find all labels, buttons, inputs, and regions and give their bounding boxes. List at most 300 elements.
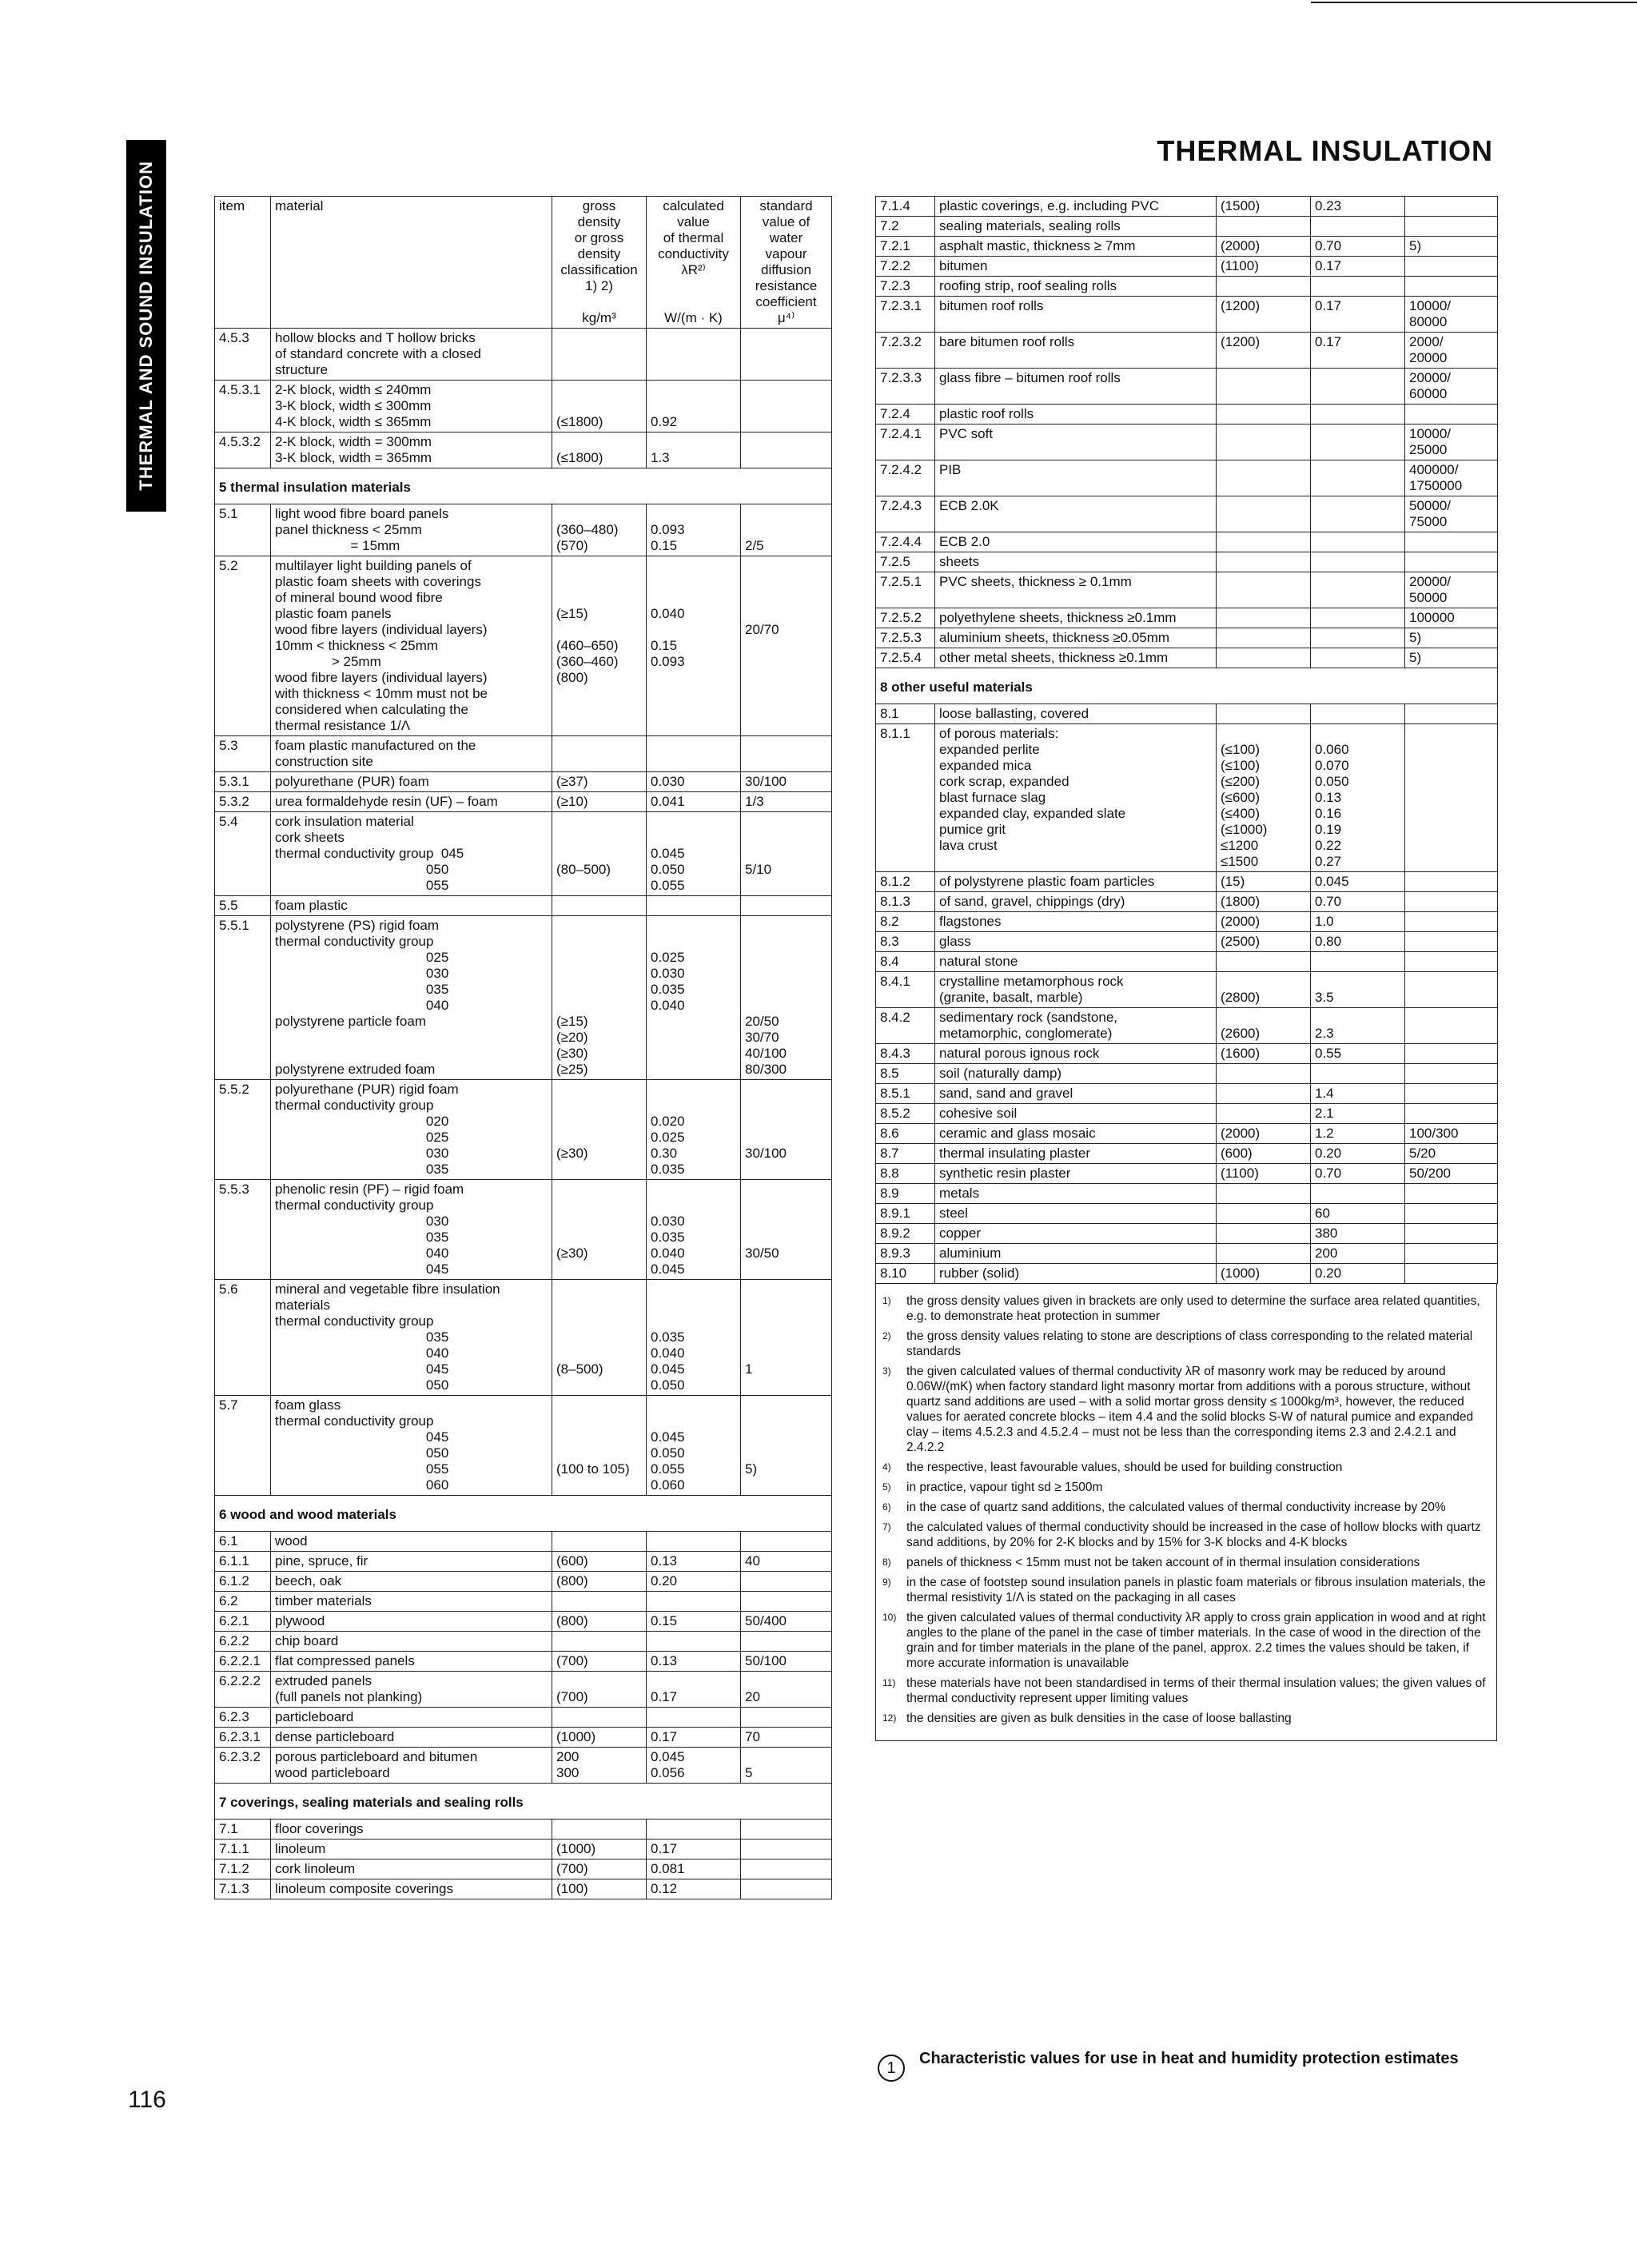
table-row: [876, 704, 1498, 724]
density-cell: (15): [1217, 872, 1311, 892]
conductivity-cell: 0.020 0.025 0.30 0.035: [647, 1080, 741, 1180]
conductivity-cell: 0.060 0.070 0.050 0.13 0.16 0.19 0.22 0.27: [1311, 724, 1405, 872]
footnote: [882, 1293, 1488, 1324]
density-cell: (≥15) (≥20) (≥30) (≥25): [552, 916, 647, 1080]
density-cell: [552, 1632, 647, 1652]
caption-text: Characteristic values for use in heat and humidity protection estimates: [919, 2050, 1459, 2067]
footnote-marker: 10): [882, 1612, 897, 1623]
vapour-cell: 1: [741, 1280, 832, 1396]
item-cell: 5.7: [215, 1396, 271, 1496]
density-cell: 200 300: [552, 1748, 647, 1784]
conductivity-cell: [1311, 532, 1405, 552]
vapour-cell: [1405, 892, 1498, 912]
material-cell: soil (naturally damp): [935, 1064, 1217, 1084]
material-cell: extruded panels (full panels not planking): [271, 1672, 552, 1708]
vapour-cell: [1405, 1264, 1498, 1284]
material-cell: dense particleboard: [271, 1728, 552, 1748]
vapour-cell: [741, 329, 832, 381]
vapour-cell: 20000/ 50000: [1405, 572, 1498, 608]
conductivity-cell: 0.041: [647, 792, 741, 812]
footnote-text: these materials have not been standardised in terms of their thermal insulation values; the given values of thermal conductivity represent upper limiting values: [906, 1676, 1486, 1705]
density-cell: (700): [552, 1672, 647, 1708]
table-row: [215, 896, 832, 916]
density-cell: (360–480) (570): [552, 504, 647, 556]
density-cell: (≤1800): [552, 381, 647, 432]
density-cell: (2800): [1217, 972, 1311, 1008]
conductivity-cell: 200: [1311, 1244, 1405, 1264]
density-cell: (2600): [1217, 1008, 1311, 1044]
item-cell: 6.1.2: [215, 1572, 271, 1592]
conductivity-cell: [1311, 628, 1405, 648]
footnote: [882, 1676, 1488, 1706]
item-cell: 5.5: [215, 896, 271, 916]
conductivity-cell: 0.17: [1311, 297, 1405, 333]
footnote: [882, 1460, 1488, 1475]
table-row: [215, 1652, 832, 1672]
conductivity-cell: 0.92: [647, 381, 741, 432]
table-row: [215, 1748, 832, 1784]
item-cell: 6.2.3: [215, 1708, 271, 1728]
conductivity-cell: 0.12: [647, 1879, 741, 1899]
vapour-cell: [1405, 952, 1498, 972]
section-heading-row: [876, 668, 1498, 704]
conductivity-cell: 0.045 0.056: [647, 1748, 741, 1784]
footnote-text: in the case of quartz sand additions, the calculated values of thermal conductivity increase by 20%: [906, 1501, 1446, 1514]
table-row: [876, 648, 1498, 668]
item-cell: 6.1: [215, 1532, 271, 1552]
conductivity-cell: [647, 1820, 741, 1840]
vapour-cell: 400000/ 1750000: [1405, 460, 1498, 496]
vapour-cell: 20/70: [741, 556, 832, 736]
material-cell: floor coverings: [271, 1820, 552, 1840]
density-cell: [552, 896, 647, 916]
conductivity-cell: 0.081: [647, 1859, 741, 1879]
conductivity-cell: [647, 1532, 741, 1552]
conductivity-cell: 0.13: [647, 1652, 741, 1672]
density-cell: [1217, 628, 1311, 648]
item-cell: 8.9.1: [876, 1204, 935, 1224]
conductivity-cell: [1311, 552, 1405, 572]
density-cell: [1217, 704, 1311, 724]
section-heading-row: [215, 1496, 832, 1532]
conductivity-cell: 0.80: [1311, 932, 1405, 952]
table-row: [876, 1204, 1498, 1224]
vapour-cell: [741, 381, 832, 432]
footnote-marker: 6): [882, 1501, 891, 1513]
density-cell: [1217, 552, 1311, 572]
vapour-cell: 5/10: [741, 812, 832, 896]
conductivity-cell: 0.70: [1311, 237, 1405, 257]
density-cell: [1217, 1224, 1311, 1244]
top-rule: [1311, 2, 1637, 3]
vapour-cell: [1405, 405, 1498, 425]
conductivity-cell: [1311, 460, 1405, 496]
material-cell: particleboard: [271, 1708, 552, 1728]
density-cell: (2000): [1217, 912, 1311, 932]
density-cell: [1217, 1244, 1311, 1264]
item-cell: 7.1.1: [215, 1840, 271, 1859]
footnote-text: the gross density values relating to stone are descriptions of class corresponding to the related material standards: [906, 1329, 1473, 1358]
conductivity-cell: 0.17: [1311, 333, 1405, 369]
table-row: [876, 872, 1498, 892]
density-cell: (80–500): [552, 812, 647, 896]
density-cell: (1000): [552, 1840, 647, 1859]
vapour-cell: [1405, 912, 1498, 932]
header-density: gross density or gross density classification 1) 2) kg/m³: [552, 197, 647, 329]
item-cell: 8.4.2: [876, 1008, 935, 1044]
item-cell: 8.9.3: [876, 1244, 935, 1264]
header-vapour: standard value of water vapour diffusion resistance coefficient μ⁴⁾: [741, 197, 832, 329]
right-materials-table: [875, 196, 1498, 1284]
vapour-cell: 70: [741, 1728, 832, 1748]
left-table-column: [214, 196, 831, 1899]
conductivity-cell: 0.20: [1311, 1144, 1405, 1164]
item-cell: 7.2.3.3: [876, 369, 935, 405]
table-row: [215, 1708, 832, 1728]
table-row: [876, 1264, 1498, 1284]
vapour-cell: 5): [1405, 628, 1498, 648]
table-row: [876, 1184, 1498, 1204]
vapour-cell: [741, 736, 832, 772]
conductivity-cell: [647, 736, 741, 772]
conductivity-cell: [1311, 217, 1405, 237]
item-cell: 5.2: [215, 556, 271, 736]
table-row: [876, 460, 1498, 496]
table-row: [876, 628, 1498, 648]
material-cell: synthetic resin plaster: [935, 1164, 1217, 1184]
table-row: [215, 772, 832, 792]
material-cell: of sand, gravel, chippings (dry): [935, 892, 1217, 912]
item-cell: 8.5: [876, 1064, 935, 1084]
table-row: [215, 1879, 832, 1899]
item-cell: 6.2.2.2: [215, 1672, 271, 1708]
table-row: [876, 297, 1498, 333]
material-cell: metals: [935, 1184, 1217, 1204]
density-cell: [1217, 532, 1311, 552]
table-row: [876, 912, 1498, 932]
footnote: [882, 1364, 1488, 1455]
footnote: [882, 1520, 1488, 1550]
conductivity-cell: [647, 1592, 741, 1612]
table-row: [876, 608, 1498, 628]
density-cell: [1217, 460, 1311, 496]
table-row: [876, 1164, 1498, 1184]
item-cell: 8.10: [876, 1264, 935, 1284]
item-cell: 7.2.5: [876, 552, 935, 572]
material-cell: other metal sheets, thickness ≥0.1mm: [935, 648, 1217, 668]
conductivity-cell: 0.045 0.050 0.055 0.060: [647, 1396, 741, 1496]
item-cell: 5.5.3: [215, 1180, 271, 1280]
density-cell: (≥30): [552, 1180, 647, 1280]
item-cell: 4.5.3: [215, 329, 271, 381]
conductivity-cell: 0.70: [1311, 1164, 1405, 1184]
conductivity-cell: 0.20: [1311, 1264, 1405, 1284]
density-cell: [552, 1820, 647, 1840]
density-cell: (1200): [1217, 333, 1311, 369]
vapour-cell: [1405, 1104, 1498, 1124]
density-cell: (≤100) (≤100) (≤200) (≤600) (≤400) (≤1000) ≤1200 ≤1500: [1217, 724, 1311, 872]
material-cell: plywood: [271, 1612, 552, 1632]
table-row: [215, 1080, 832, 1180]
conductivity-cell: [1311, 496, 1405, 532]
material-cell: mineral and vegetable fibre insulation materials thermal conductivity group 035 040 045 050: [271, 1280, 552, 1396]
conductivity-cell: [1311, 704, 1405, 724]
vapour-cell: 40: [741, 1552, 832, 1572]
vapour-cell: 10000/ 25000: [1405, 425, 1498, 460]
item-cell: 6.2.3.1: [215, 1728, 271, 1748]
vapour-cell: [741, 1859, 832, 1879]
material-cell: ECB 2.0K: [935, 496, 1217, 532]
vapour-cell: 30/50: [741, 1180, 832, 1280]
density-cell: (1100): [1217, 257, 1311, 277]
table-row: [215, 812, 832, 896]
table-row: [215, 1552, 832, 1572]
density-cell: (700): [552, 1652, 647, 1672]
material-cell: natural porous ignous rock: [935, 1044, 1217, 1064]
footnote-marker: 3): [882, 1365, 891, 1377]
vapour-cell: 50000/ 75000: [1405, 496, 1498, 532]
material-cell: cork insulation material cork sheets thermal conductivity group 045 050 055: [271, 812, 552, 896]
table-row: [876, 1044, 1498, 1064]
table-row: [215, 1859, 832, 1879]
material-cell: polystyrene (PS) rigid foam thermal conductivity group 025 030 035 040 polystyrene particle foam polystyrene extruded foam: [271, 916, 552, 1080]
vapour-cell: [1405, 872, 1498, 892]
density-cell: [1217, 405, 1311, 425]
density-cell: (1600): [1217, 1044, 1311, 1064]
material-cell: bitumen: [935, 257, 1217, 277]
density-cell: (800): [552, 1612, 647, 1632]
table-row: [876, 1064, 1498, 1084]
density-cell: [1217, 608, 1311, 628]
item-cell: 8.9: [876, 1184, 935, 1204]
material-cell: ceramic and glass mosaic: [935, 1124, 1217, 1144]
density-cell: (1200): [1217, 297, 1311, 333]
material-cell: wood: [271, 1532, 552, 1552]
density-cell: (700): [552, 1859, 647, 1879]
conductivity-cell: 2.1: [1311, 1104, 1405, 1124]
material-cell: pine, spruce, fir: [271, 1552, 552, 1572]
table-row: [876, 425, 1498, 460]
density-cell: (2000): [1217, 1124, 1311, 1144]
conductivity-cell: [647, 896, 741, 916]
conductivity-cell: 0.045 0.050 0.055: [647, 812, 741, 896]
vapour-cell: 30/100: [741, 772, 832, 792]
table-row: [876, 1104, 1498, 1124]
material-cell: bare bitumen roof rolls: [935, 333, 1217, 369]
vapour-cell: [741, 432, 832, 468]
vapour-cell: [1405, 1244, 1498, 1264]
item-cell: 7.2: [876, 217, 935, 237]
conductivity-cell: 0.030 0.035 0.040 0.045: [647, 1180, 741, 1280]
table-row: [215, 432, 832, 468]
material-cell: glass fibre – bitumen roof rolls: [935, 369, 1217, 405]
vapour-cell: [741, 1572, 832, 1592]
material-cell: aluminium sheets, thickness ≥0.05mm: [935, 628, 1217, 648]
density-cell: (600): [1217, 1144, 1311, 1164]
material-cell: urea formaldehyde resin (UF) – foam: [271, 792, 552, 812]
item-cell: 6.1.1: [215, 1552, 271, 1572]
table-row: [876, 1124, 1498, 1144]
conductivity-cell: [647, 329, 741, 381]
item-cell: 7.2.5.1: [876, 572, 935, 608]
conductivity-cell: [1311, 648, 1405, 668]
item-cell: 5.5.1: [215, 916, 271, 1080]
material-cell: linoleum: [271, 1840, 552, 1859]
vapour-cell: 10000/ 80000: [1405, 297, 1498, 333]
item-cell: 6.2.3.2: [215, 1748, 271, 1784]
table-row: [215, 1592, 832, 1612]
conductivity-cell: 1.2: [1311, 1124, 1405, 1144]
vapour-cell: 5: [741, 1748, 832, 1784]
page-title: THERMAL INSULATION: [1157, 134, 1493, 167]
table-row: [876, 952, 1498, 972]
table-row: [876, 405, 1498, 425]
item-cell: 5.3.1: [215, 772, 271, 792]
footnote-marker: 11): [882, 1677, 896, 1688]
vapour-cell: [1405, 277, 1498, 297]
conductivity-cell: 0.15: [647, 1612, 741, 1632]
item-cell: 5.4: [215, 812, 271, 896]
conductivity-cell: [1311, 405, 1405, 425]
density-cell: (1000): [552, 1728, 647, 1748]
item-cell: 5.1: [215, 504, 271, 556]
item-cell: 7.1: [215, 1820, 271, 1840]
table-row: [215, 1612, 832, 1632]
density-cell: (8–500): [552, 1280, 647, 1396]
vapour-cell: [1405, 1084, 1498, 1104]
vapour-cell: 2000/ 20000: [1405, 333, 1498, 369]
density-cell: (100 to 105): [552, 1396, 647, 1496]
section-heading: 8 other useful materials: [876, 668, 1498, 704]
conductivity-cell: 0.045: [1311, 872, 1405, 892]
item-cell: 7.2.5.4: [876, 648, 935, 668]
material-cell: porous particleboard and bitumen wood particleboard: [271, 1748, 552, 1784]
footnote-marker: 2): [882, 1330, 891, 1341]
footnote-text: in the case of footstep sound insulation panels in plastic foam materials or fibrous insulation materials, the thermal resistivity 1/Λ is stated on the packaging in all cases: [906, 1576, 1486, 1604]
vapour-cell: [1405, 972, 1498, 1008]
item-cell: 8.1.1: [876, 724, 935, 872]
vapour-cell: 50/100: [741, 1652, 832, 1672]
conductivity-cell: 0.55: [1311, 1044, 1405, 1064]
item-cell: 7.2.1: [876, 237, 935, 257]
density-cell: [1217, 1064, 1311, 1084]
footnote: [882, 1480, 1488, 1495]
item-cell: 4.5.3.2: [215, 432, 271, 468]
material-cell: linoleum composite coverings: [271, 1879, 552, 1899]
density-cell: (≥37): [552, 772, 647, 792]
material-cell: plastic roof rolls: [935, 405, 1217, 425]
material-cell: roofing strip, roof sealing rolls: [935, 277, 1217, 297]
section-heading: 7 coverings, sealing materials and sealing rolls: [215, 1784, 832, 1820]
vapour-cell: 50/200: [1405, 1164, 1498, 1184]
material-cell: loose ballasting, covered: [935, 704, 1217, 724]
conductivity-cell: 1.0: [1311, 912, 1405, 932]
material-cell: aluminium: [935, 1244, 1217, 1264]
material-cell: polyurethane (PUR) foam: [271, 772, 552, 792]
table-row: [215, 1820, 832, 1840]
table-row: [876, 496, 1498, 532]
table-row: [876, 1084, 1498, 1104]
density-cell: (≤1800): [552, 432, 647, 468]
vapour-cell: 30/100: [741, 1080, 832, 1180]
item-cell: 7.2.2: [876, 257, 935, 277]
vapour-cell: 20000/ 60000: [1405, 369, 1498, 405]
header-conductivity: calculated value of thermal conductivity λR²⁾ W/(m · K): [647, 197, 741, 329]
table-row: [215, 1672, 832, 1708]
item-cell: 7.2.3: [876, 277, 935, 297]
item-cell: 8.8: [876, 1164, 935, 1184]
table-row: [215, 504, 832, 556]
vapour-cell: 5): [1405, 648, 1498, 668]
vapour-cell: [1405, 257, 1498, 277]
conductivity-cell: 0.17: [1311, 257, 1405, 277]
vapour-cell: [1405, 552, 1498, 572]
vapour-cell: [741, 1840, 832, 1859]
item-cell: 8.7: [876, 1144, 935, 1164]
footnote-marker: 1): [882, 1295, 891, 1306]
item-cell: 8.1.2: [876, 872, 935, 892]
caption-number: 1: [878, 2055, 905, 2082]
vapour-cell: [1405, 1064, 1498, 1084]
density-cell: (≥15) (460–650) (360–460) (800): [552, 556, 647, 736]
table-row: [876, 217, 1498, 237]
density-cell: (100): [552, 1879, 647, 1899]
material-cell: 2-K block, width = 300mm 3-K block, width = 365mm: [271, 432, 552, 468]
material-cell: 2-K block, width ≤ 240mm 3-K block, width ≤ 300mm 4-K block, width ≤ 365mm: [271, 381, 552, 432]
table-row: [215, 916, 832, 1080]
material-cell: sedimentary rock (sandstone, metamorphic, conglomerate): [935, 1008, 1217, 1044]
conductivity-cell: 0.040 0.15 0.093: [647, 556, 741, 736]
conductivity-cell: [647, 1708, 741, 1728]
material-cell: beech, oak: [271, 1572, 552, 1592]
conductivity-cell: 0.23: [1311, 197, 1405, 217]
table-row: [876, 277, 1498, 297]
item-cell: 8.4: [876, 952, 935, 972]
item-cell: 6.2.2.1: [215, 1652, 271, 1672]
footnote: [882, 1329, 1488, 1359]
vapour-cell: 5/20: [1405, 1144, 1498, 1164]
vapour-cell: [1405, 704, 1498, 724]
conductivity-cell: [1311, 1184, 1405, 1204]
conductivity-cell: [1311, 1064, 1405, 1084]
table-row: [215, 736, 832, 772]
material-cell: timber materials: [271, 1592, 552, 1612]
header-row: [215, 197, 832, 329]
density-cell: [1217, 369, 1311, 405]
material-cell: polyethylene sheets, thickness ≥0.1mm: [935, 608, 1217, 628]
conductivity-cell: 0.17: [647, 1728, 741, 1748]
footnote-marker: 5): [882, 1481, 891, 1493]
vapour-cell: [741, 1532, 832, 1552]
item-cell: 7.2.3.1: [876, 297, 935, 333]
density-cell: [552, 1708, 647, 1728]
table-row: [215, 1180, 832, 1280]
section-heading: 5 thermal insulation materials: [215, 468, 832, 504]
chapter-tab-label: THERMAL AND SOUND INSULATION: [136, 161, 156, 491]
footnote-text: the given calculated values of thermal conductivity λR apply to cross grain application in wood and at right angles to the plane of the panel in the case of timber materials. In the case of wood in the direction of the grain and for timber materials in the plane of the panel, approx. 2.2 times the values should be taken, if more accurate information is unavailable: [906, 1611, 1486, 1670]
table-row: [876, 197, 1498, 217]
footnote-marker: 8): [882, 1557, 891, 1568]
density-cell: [1217, 1204, 1311, 1224]
footnote-text: the given calculated values of thermal conductivity λR of masonry work may be reduced by around 0.06W/(mK) when factory standard light masonry mortar from additions with a porous structure, without quartz sand additions are used – with a solid mortar gross density ≤ 1000kg/m³, however, the reduced values for aerated concrete blocks – item 4.4 and the solid blocks S-W of natural pumice and expanded clay – items 4.5.2.3 and 4.5.2.4 – must not be less than the corresponding items 2.3 and 2.4.2.1 and 2.4.2.2: [906, 1365, 1474, 1454]
density-cell: (800): [552, 1572, 647, 1592]
footnote: [882, 1711, 1488, 1726]
section-heading-row: [215, 468, 832, 504]
footnote-text: panels of thickness < 15mm must not be taken account of in thermal insulation considerations: [906, 1556, 1420, 1569]
table-row: [215, 1728, 832, 1748]
material-cell: of porous materials: expanded perlite expanded mica cork scrap, expanded blast furnace slag expanded clay, expanded slate pumice grit lava crust: [935, 724, 1217, 872]
section-heading-row: [215, 1784, 832, 1820]
